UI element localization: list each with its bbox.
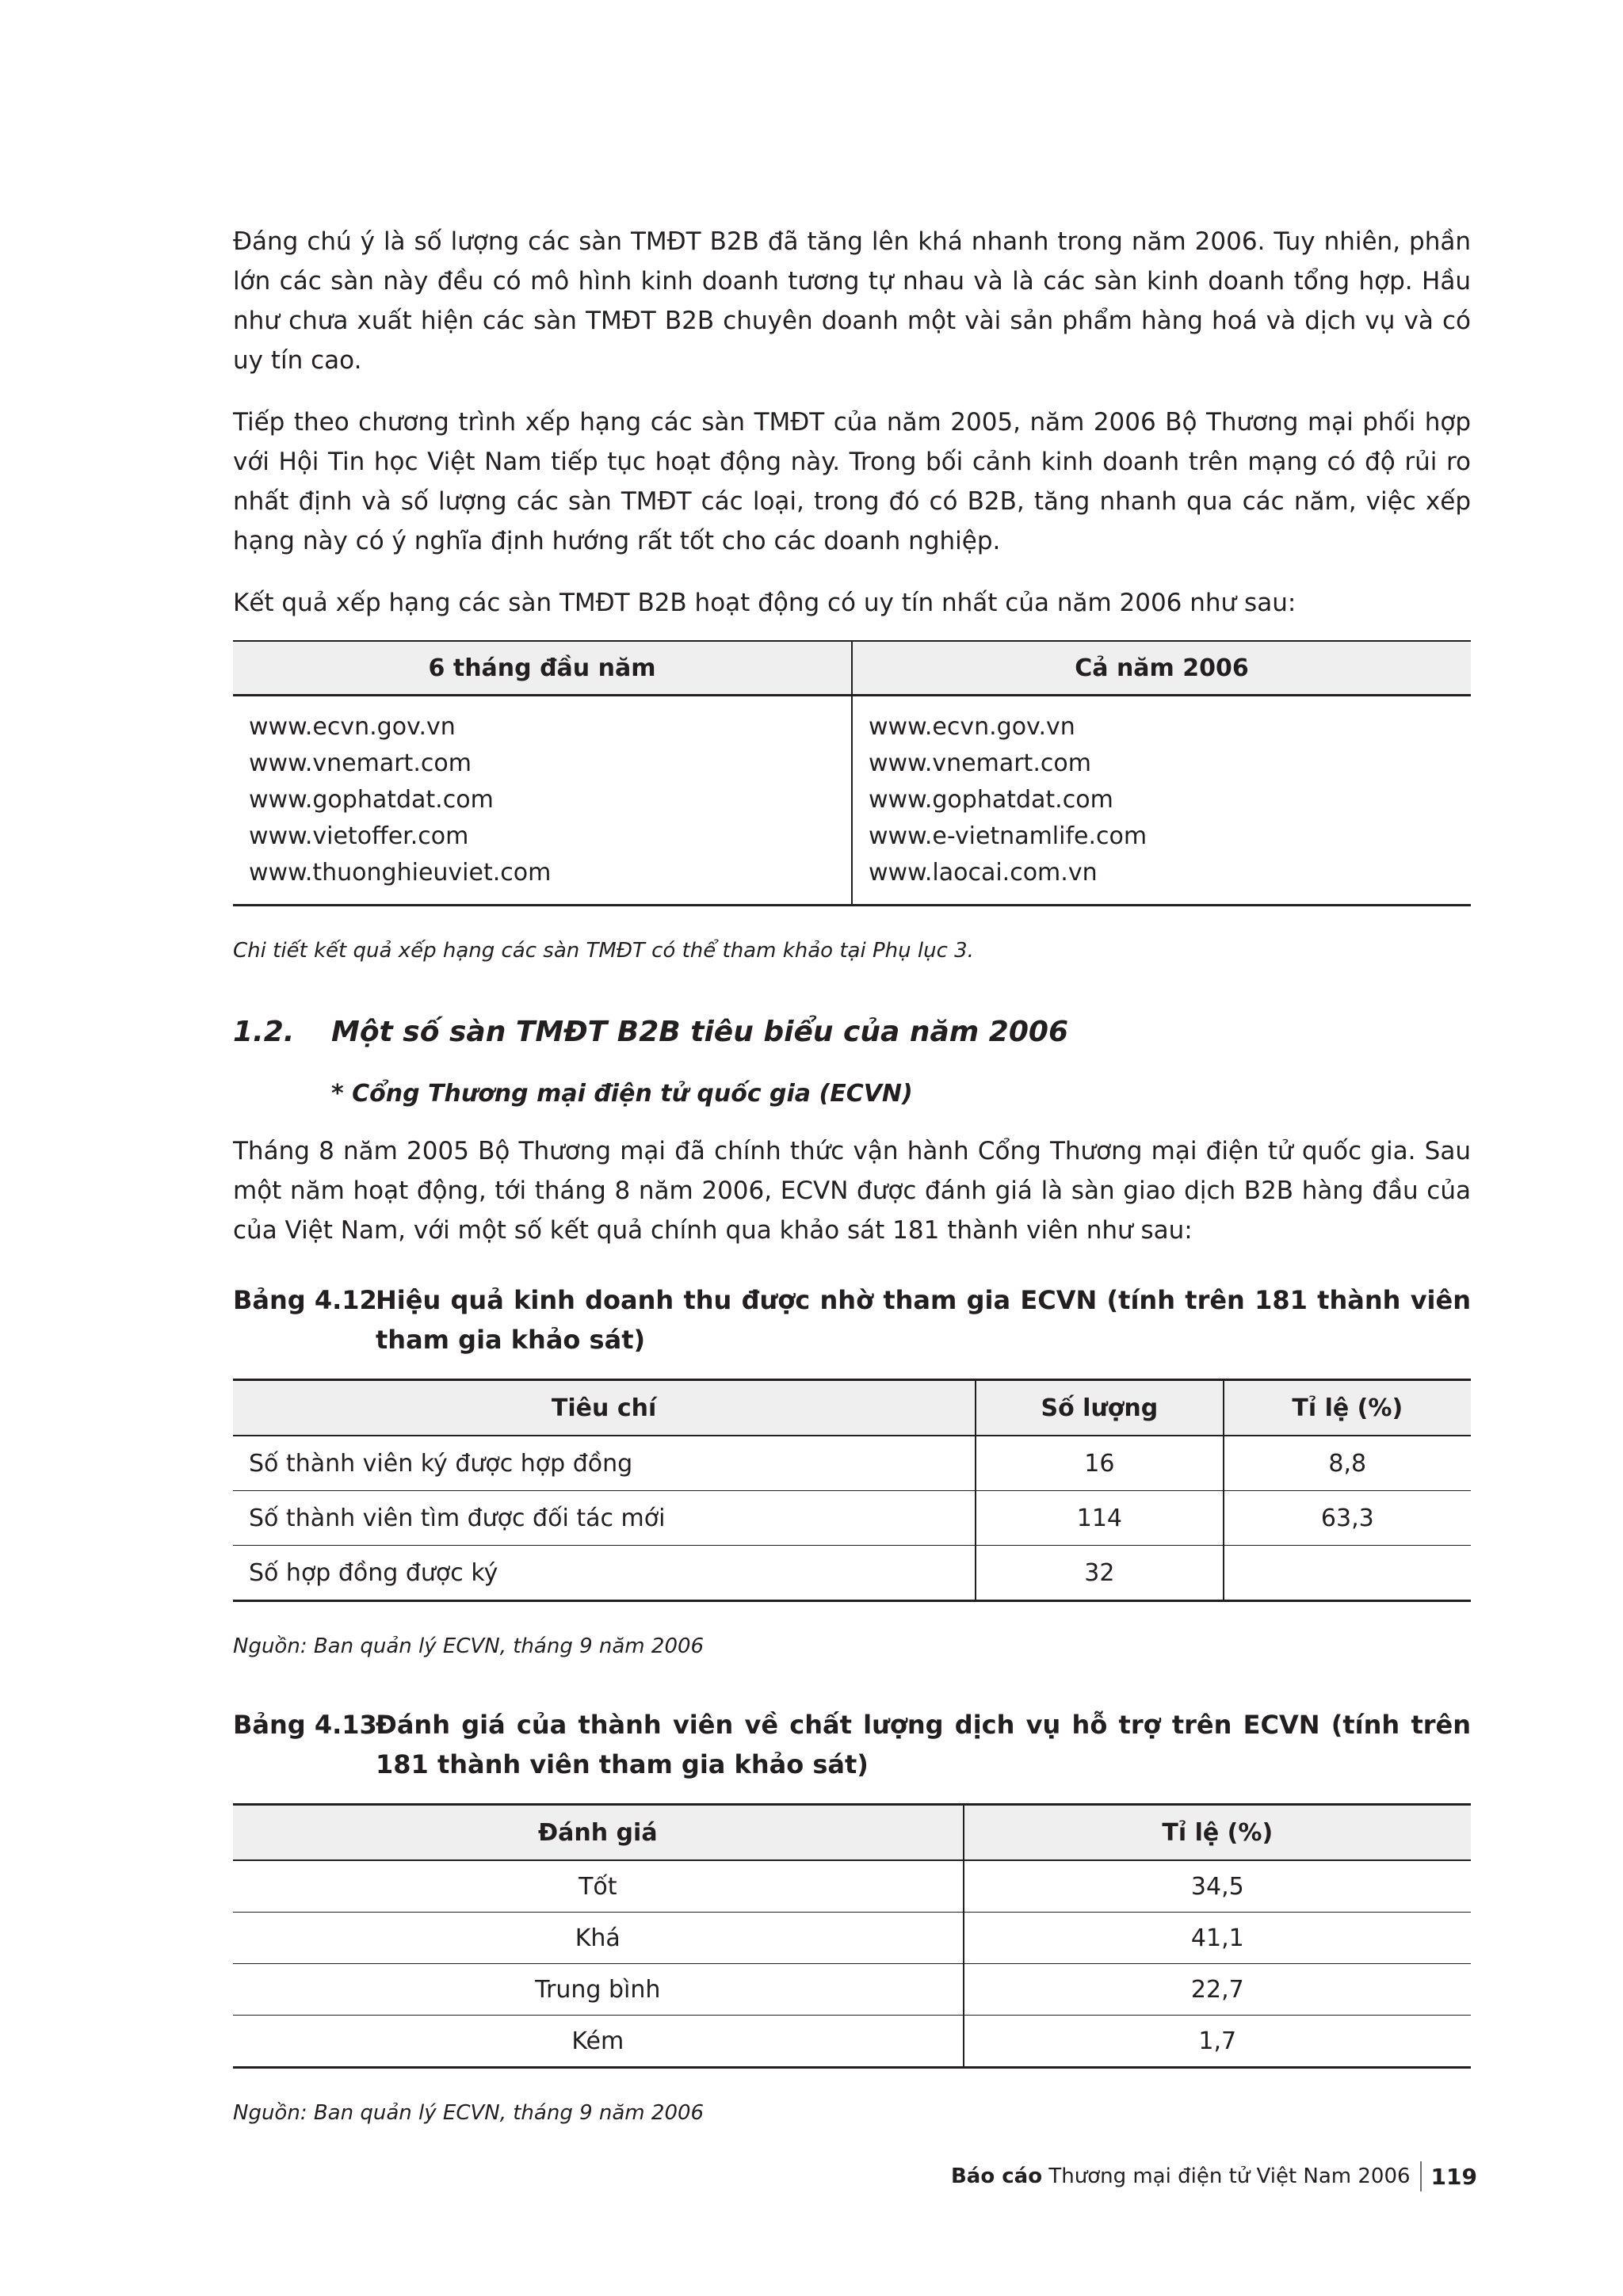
table-row bbox=[233, 2016, 1471, 2068]
ranking-table bbox=[233, 640, 1471, 906]
site-link: www.e-vietnamlife.com bbox=[869, 822, 1148, 850]
cell-criterion: Số hợp đồng được ký bbox=[233, 1546, 976, 1601]
site-link: www.gophatdat.com bbox=[249, 786, 494, 814]
subheading: * Cổng Thương mại điện tử quốc gia (ECVN) bbox=[331, 1080, 913, 1108]
cell-rate: 63,3 bbox=[1224, 1491, 1471, 1546]
page-content bbox=[233, 222, 1471, 2127]
table-title: Đánh giá của thành viên về chất lượng dịch vụ hỗ trợ trên ECVN (tính trên 181 thành viên tham gia khảo sát) bbox=[376, 1710, 1471, 1779]
cell-rate: 8,8 bbox=[1224, 1436, 1471, 1491]
table-title: Hiệu quả kinh doanh thu được nhờ tham gia ECVN (tính trên 181 thành viên tham gia khảo sát) bbox=[376, 1285, 1471, 1355]
site-link: www.ecvn.gov.vn bbox=[869, 713, 1075, 741]
column-header: Đánh giá bbox=[233, 1805, 964, 1861]
site-link: www.vnemart.com bbox=[249, 749, 472, 777]
section-title: Một số sàn TMĐT B2B tiêu biểu của năm 2006 bbox=[331, 1016, 1069, 1048]
table-row bbox=[233, 1491, 1471, 1546]
table-row bbox=[233, 1913, 1471, 1964]
table-4-13 bbox=[233, 1803, 1471, 2069]
table-row bbox=[233, 1436, 1471, 1491]
paragraph-1: Đáng chú ý là số lượng các sàn TMĐT B2B đã tăng lên khá nhanh trong năm 2006. Tuy nhiên, phần lớn các sàn này đều có mô hình kinh doanh tương tự nhau và là các sàn kinh doanh tổng hợp. Hầu như chưa xuất hiện các sàn TMĐT B2B chuyên doanh một vài sản phẩm hàng hoá và dịch vụ và có uy tín cao. bbox=[233, 227, 1471, 375]
ranking-note: Chi tiết kết quả xếp hạng các sàn TMĐT có thể tham khảo tại Phụ lục 3. bbox=[233, 939, 974, 963]
cell-rating: Tốt bbox=[233, 1860, 964, 1913]
section-heading bbox=[233, 1016, 1471, 1048]
ranking-list-year bbox=[852, 696, 1471, 906]
site-link: www.gophatdat.com bbox=[869, 786, 1113, 814]
site-link: www.ecvn.gov.vn bbox=[249, 713, 456, 741]
cell-count: 32 bbox=[976, 1546, 1223, 1601]
column-header: Tỉ lệ (%) bbox=[1224, 1380, 1471, 1436]
footer-divider bbox=[1420, 2161, 1422, 2191]
site-link: www.laocai.com.vn bbox=[869, 859, 1098, 887]
ranking-list-h1 bbox=[233, 696, 852, 906]
cell-count: 16 bbox=[976, 1436, 1223, 1491]
site-link: www.vietoffer.com bbox=[249, 822, 469, 850]
table-caption-4-13 bbox=[233, 1705, 1471, 1784]
table-row bbox=[233, 1546, 1471, 1601]
source-note: Nguồn: Ban quản lý ECVN, tháng 9 năm 2006 bbox=[233, 2101, 705, 2125]
column-header: Số lượng bbox=[976, 1380, 1223, 1436]
cell-count: 114 bbox=[976, 1491, 1223, 1546]
page-number: 119 bbox=[1430, 2163, 1477, 2190]
section-number: 1.2. bbox=[233, 1016, 295, 1048]
table-label: Bảng 4.13 bbox=[233, 1710, 377, 1740]
cell-rate: 41,1 bbox=[964, 1913, 1471, 1964]
page-footer bbox=[951, 2161, 1477, 2191]
cell-rate: 34,5 bbox=[964, 1860, 1471, 1913]
cell-rating: Khá bbox=[233, 1913, 964, 1964]
cell-rate: 22,7 bbox=[964, 1964, 1471, 2016]
cell-rating: Trung bình bbox=[233, 1964, 964, 2016]
footer-brand: Báo cáo bbox=[950, 2164, 1043, 2188]
cell-criterion: Số thành viên tìm được đối tác mới bbox=[233, 1491, 976, 1546]
column-header: Tỉ lệ (%) bbox=[964, 1805, 1471, 1861]
paragraph-2: Tiếp theo chương trình xếp hạng các sàn TMĐT của năm 2005, năm 2006 Bộ Thương mại phối hợp với Hội Tin học Việt Nam tiếp tục hoạt động này. Trong bối cảnh kinh doanh trên mạng có độ rủi ro nhất định và số lượng các sàn TMĐT các loại, trong đó có B2B, tăng nhanh qua các năm, việc xếp hạng này có ý nghĩa định hướng rất tốt cho các doanh nghiệp. bbox=[233, 408, 1471, 555]
table-row bbox=[233, 1964, 1471, 2016]
cell-criterion: Số thành viên ký được hợp đồng bbox=[233, 1436, 976, 1491]
table-4-12 bbox=[233, 1379, 1471, 1602]
table-caption-4-12 bbox=[233, 1280, 1471, 1360]
footer-title: Thương mại điện tử Việt Nam 2006 bbox=[1048, 2164, 1411, 2188]
source-note: Nguồn: Ban quản lý ECVN, tháng 9 năm 2006 bbox=[233, 1634, 705, 1658]
paragraph-4: Tháng 8 năm 2005 Bộ Thương mại đã chính thức vận hành Cổng Thương mại điện tử quốc gia. Sau một năm hoạt động, tới tháng 8 năm 2006, ECVN được đánh giá là sàn giao dịch B2B hàng đầu của của Việt Nam, với một số kết quả chính qua khảo sát 181 thành viên như sau: bbox=[233, 1137, 1471, 1245]
column-header: Tiêu chí bbox=[233, 1380, 976, 1436]
site-link: www.thuonghieuviet.com bbox=[249, 859, 552, 887]
paragraph-3: Kết quả xếp hạng các sàn TMĐT B2B hoạt động có uy tín nhất của năm 2006 như sau: bbox=[233, 589, 1296, 617]
cell-rating: Kém bbox=[233, 2016, 964, 2068]
ranking-header-h1: 6 tháng đầu năm bbox=[233, 641, 852, 696]
table-label: Bảng 4.12 bbox=[233, 1285, 377, 1315]
cell-rate: 1,7 bbox=[964, 2016, 1471, 2068]
ranking-header-year: Cả năm 2006 bbox=[852, 641, 1471, 696]
table-row bbox=[233, 1860, 1471, 1913]
site-link: www.vnemart.com bbox=[869, 749, 1091, 777]
cell-rate bbox=[1224, 1546, 1471, 1601]
